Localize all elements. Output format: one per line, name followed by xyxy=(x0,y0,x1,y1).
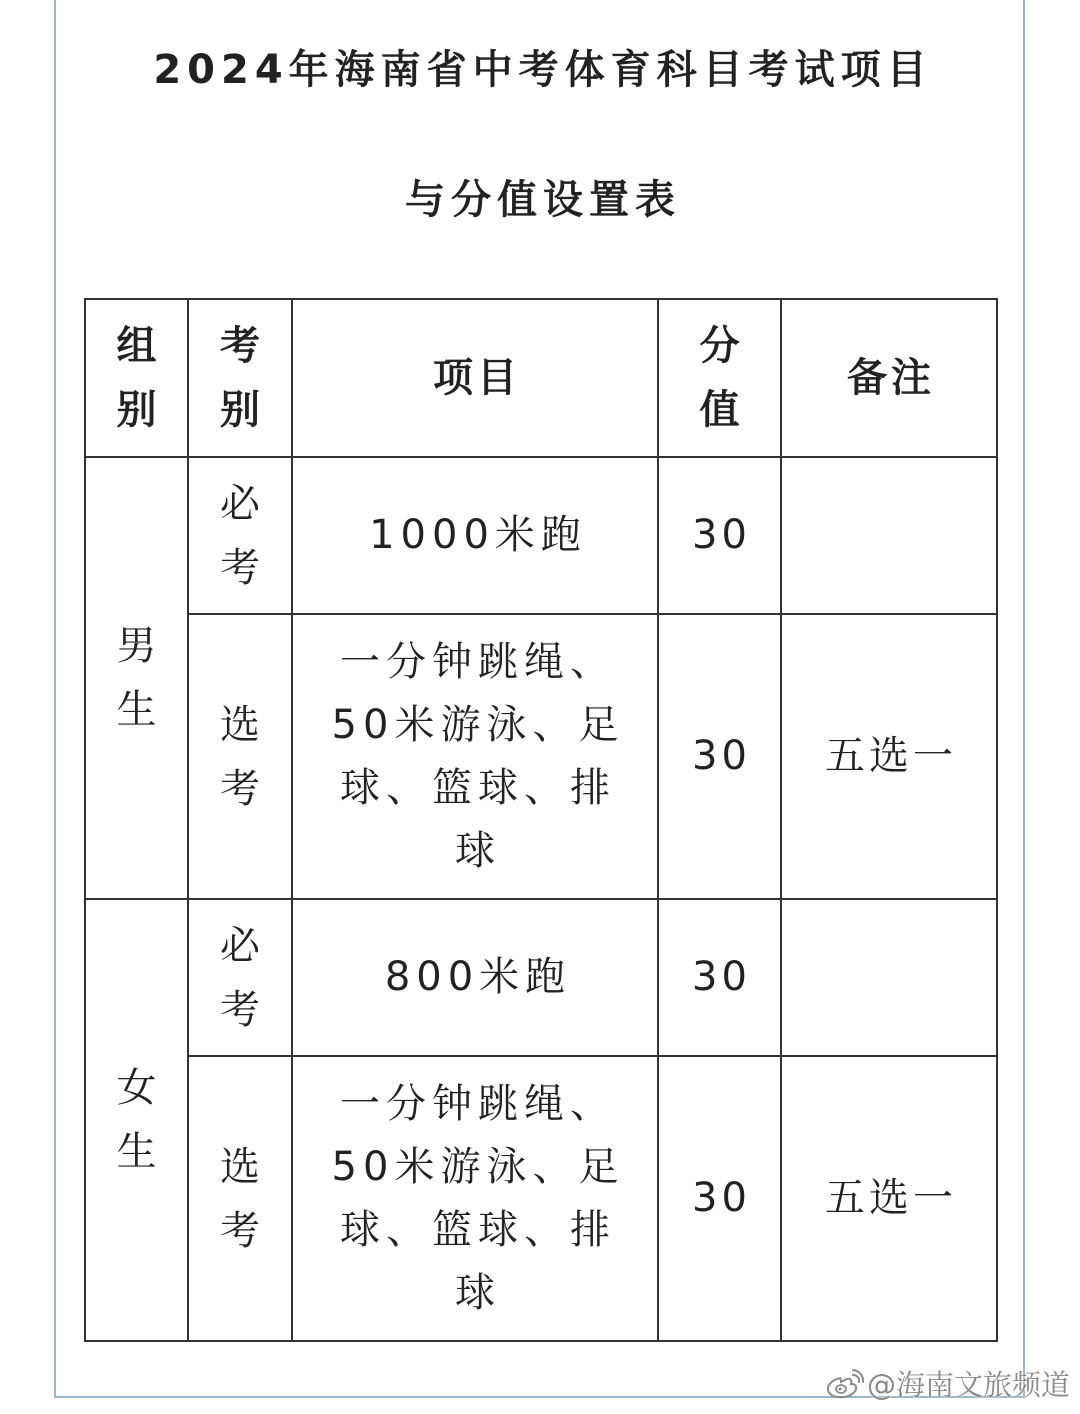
header-cell-score xyxy=(658,299,781,457)
header-row xyxy=(85,299,997,457)
note-text: 五选一 xyxy=(825,1175,957,1221)
item-cell xyxy=(292,899,658,1056)
note-cell xyxy=(781,614,997,899)
score-cell xyxy=(658,899,781,1056)
group-cell-female xyxy=(85,899,188,1341)
exam-type-cell xyxy=(188,457,292,614)
score-value: 30 xyxy=(692,954,751,1000)
table-row xyxy=(85,614,997,899)
table-row xyxy=(85,899,997,1056)
exam-type-cell xyxy=(188,1056,292,1341)
table-row xyxy=(85,1056,997,1341)
watermark-text: @海南文旅频道 xyxy=(866,1368,1070,1402)
item-line: 一分钟跳绳、 xyxy=(340,638,616,685)
exam-type-label: 必考 xyxy=(220,922,260,1033)
item-line: 50米游泳、足 xyxy=(331,701,625,748)
item-line: 1000米跑 xyxy=(369,512,587,558)
header-note-label: 备注 xyxy=(847,354,935,401)
score-value: 30 xyxy=(692,512,751,558)
exam-type-label: 选考 xyxy=(220,701,260,812)
group-label: 男生 xyxy=(116,623,157,733)
header-cell-note xyxy=(781,299,997,457)
table-row xyxy=(85,457,997,614)
item-line: 球 xyxy=(455,827,501,874)
item-cell xyxy=(292,614,658,899)
item-line: 球 xyxy=(455,1269,501,1316)
note-cell xyxy=(781,457,997,614)
item-line: 50米游泳、足 xyxy=(331,1143,625,1190)
score-cell xyxy=(658,457,781,614)
item-line: 一分钟跳绳、 xyxy=(340,1080,616,1127)
score-table xyxy=(84,298,998,1342)
exam-type-cell xyxy=(188,899,292,1056)
note-text: 五选一 xyxy=(825,733,957,779)
watermark xyxy=(825,1363,1070,1404)
item-line: 球、篮球、排 xyxy=(340,1206,616,1253)
header-cell-item xyxy=(292,299,658,457)
group-cell-male xyxy=(85,457,188,899)
score-cell xyxy=(658,1056,781,1341)
item-cell xyxy=(292,457,658,614)
item-line: 800米跑 xyxy=(384,954,572,1000)
note-cell xyxy=(781,1056,997,1341)
header-cell-group xyxy=(85,299,188,457)
weibo-logo-icon xyxy=(825,1368,865,1400)
score-cell xyxy=(658,614,781,899)
score-value: 30 xyxy=(692,1175,751,1221)
exam-type-label: 必考 xyxy=(220,480,260,591)
exam-type-label: 选考 xyxy=(220,1143,260,1254)
header-group-label: 组别 xyxy=(116,323,157,433)
page-title-line-2: 与分值设置表 xyxy=(405,177,681,223)
header-score-label: 分值 xyxy=(699,323,740,433)
group-label: 女生 xyxy=(116,1065,157,1175)
item-line: 球、篮球、排 xyxy=(340,764,616,811)
exam-type-cell xyxy=(188,614,292,899)
page-title-line-1: 2024年海南省中考体育科目考试项目 xyxy=(153,47,933,93)
header-exam-type-label: 考别 xyxy=(220,323,260,433)
note-cell xyxy=(781,899,997,1056)
item-cell xyxy=(292,1056,658,1341)
header-cell-exam-type xyxy=(188,299,292,457)
score-value: 30 xyxy=(692,733,751,779)
header-item-label: 项目 xyxy=(433,354,521,401)
